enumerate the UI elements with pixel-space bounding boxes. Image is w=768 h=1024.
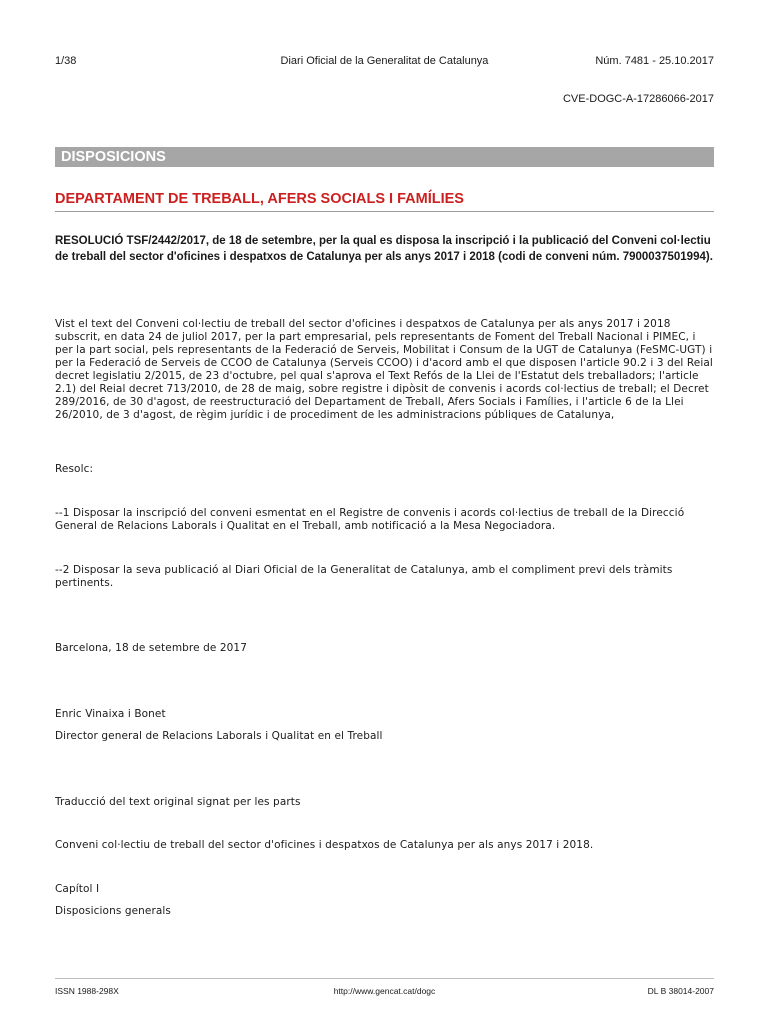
document-page (55, 0, 714, 1024)
issue-number: Núm. 7481 - 25.10.2017 (595, 55, 714, 67)
place-date: Barcelona, 18 de setembre de 2017 (55, 642, 247, 654)
section-heading: DISPOSICIONS (55, 147, 714, 167)
resolution-title: RESOLUCIÓ TSF/2442/2017, de 18 de setembre, per la qual es disposa la inscripció i la publicació del Conveni col·lectiu de treball del sector d'oficines i despatxos de Catalunya per als anys 2017 i 2018 (codi de conveni núm. 7900037501994). (55, 235, 713, 263)
agreement-title: Conveni col·lectiu de treball del sector d'oficines i despatxos de Catalunya per als anys 2017 i 2018. (55, 839, 594, 851)
publication-name: Diari Oficial de la Generalitat de Catalunya (280, 55, 489, 67)
legal-deposit: DL B 38014-2007 (647, 986, 714, 996)
chapter-number: Capítol I (55, 883, 100, 895)
footer-url: http://www.gencat.cat/dogc (333, 986, 436, 996)
chapter-title: Disposicions generals (55, 905, 172, 917)
translation-note: Traducció del text original signat per les parts (55, 796, 301, 808)
cve-code: CVE-DOGC-A-17286066-2017 (562, 93, 714, 105)
preamble-paragraph: Vist el text del Conveni col·lectiu de treball del sector d'oficines i despatxos de Catalunya per als anys 2017 i 2018 subscrit, en data 24 de juliol 2017, per la part empresarial, pels representants de Foment del Treball Nacional i PIMEC, i per la part social, pels representants de la Federació de Serveis, Mobilitat i Consum de la UGT de Catalunya (FeSMC-UGT) i per la Federació de Serveis de CCOO de Catalunya (Serveis CCOO) i d'acord amb el que disposen l'article 90.2 i 3 del Reial decret legislatiu 2/2015, de 23 d'octubre, pel qual s'aprova el Text Refós de la Llei de l'Estatut dels treballadors; l'article 2.1) del Reial decret 713/2010, de 28 de maig, sobre registre i dipòsit de convenis i acords col·lectius de treball; el Decret 289/2016, de 30 d'agost, de reestructuració del Departament de Treball, Afers Socials i Famílies, i l'article 6 de la Llei 26/2010, de 3 d'agost, de règim jurídic i de procediment de les administracions públiques de Catalunya, (55, 318, 713, 421)
signatory-role: Director general de Relacions Laborals i Qualitat en el Treball (55, 730, 383, 742)
resolc-label: Resolc: (55, 463, 94, 475)
page-number: 1/38 (55, 55, 77, 67)
disposition-item-2: --2 Disposar la seva publicació al Diari Oficial de la Generalitat de Catalunya, amb el compliment previ dels tràmits pertinents. (55, 564, 673, 589)
signatory-name: Enric Vinaixa i Bonet (55, 708, 166, 720)
issn: ISSN 1988-298X (55, 986, 119, 996)
page-footer (55, 978, 714, 996)
disposition-item-1: --1 Disposar la inscripció del conveni esmentat en el Registre de convenis i acords col·lectius de treball de la Direcció General de Relacions Laborals i Qualitat en el Treball, amb notificació a la Mesa Negociadora. (55, 507, 685, 532)
page-header (55, 55, 714, 69)
department-heading: DEPARTAMENT DE TREBALL, AFERS SOCIALS I FAMÍLIES (55, 191, 714, 212)
